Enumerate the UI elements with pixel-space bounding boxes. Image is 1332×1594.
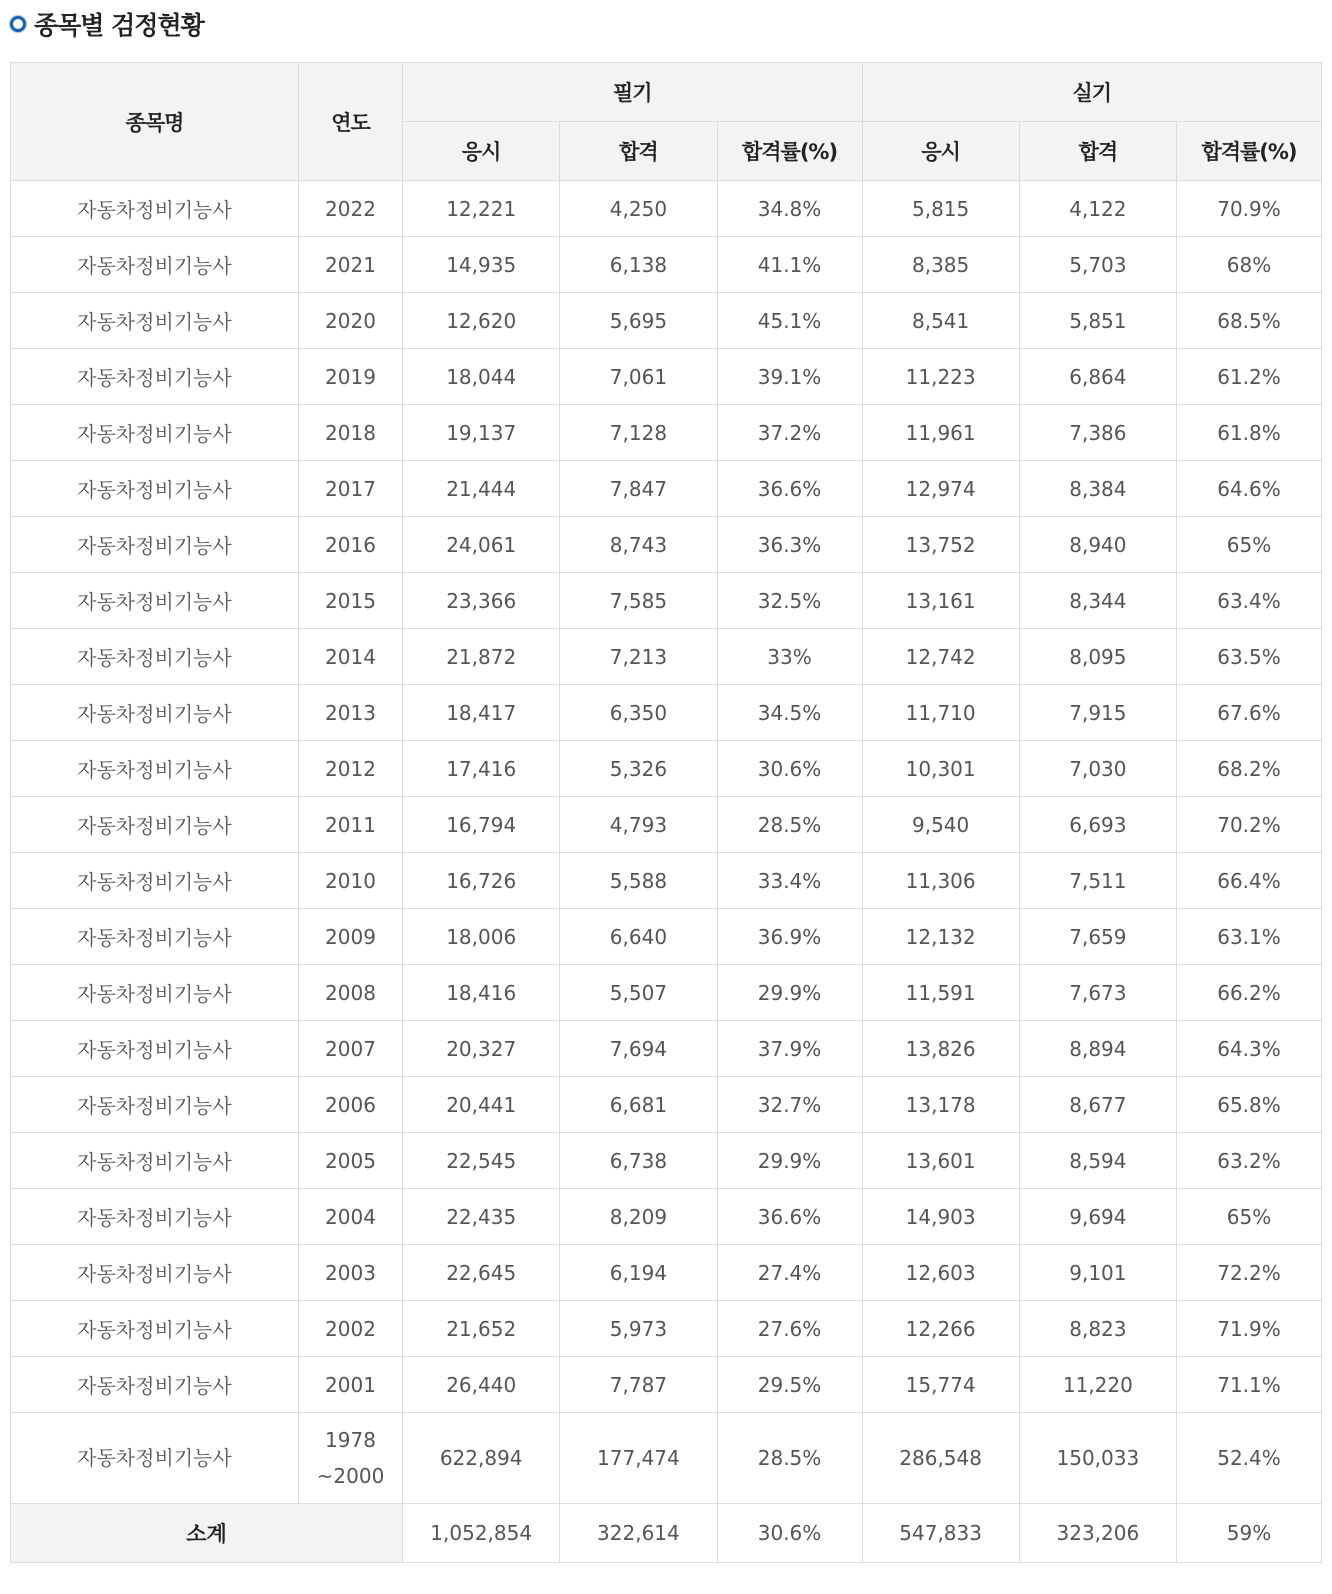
cell-written-rate: 32.5%: [717, 573, 862, 629]
cell-practical-pass: 8,940: [1019, 517, 1176, 573]
cell-written-rate: 28.5%: [717, 1413, 862, 1504]
header-written: 필기: [403, 63, 862, 122]
cell-written-pass: 5,507: [560, 965, 717, 1021]
cell-practical-pass: 7,915: [1019, 685, 1176, 741]
cell-practical-apply: 13,826: [862, 1021, 1019, 1077]
cell-year: 2012: [298, 741, 402, 797]
cell-year: 2002: [298, 1301, 402, 1357]
cell-practical-pass: 8,384: [1019, 461, 1176, 517]
cell-written-rate: 32.7%: [717, 1077, 862, 1133]
cell-practical-rate: 65%: [1176, 517, 1321, 573]
cell-written-apply: 21,652: [403, 1301, 560, 1357]
cell-written-apply: 26,440: [403, 1357, 560, 1413]
cell-practical-apply: 10,301: [862, 741, 1019, 797]
cell-written-apply: 14,935: [403, 237, 560, 293]
cell-written-rate: 28.5%: [717, 797, 862, 853]
table-row: [11, 293, 1322, 349]
table-row: [11, 1301, 1322, 1357]
cell-practical-pass: 7,030: [1019, 741, 1176, 797]
cell-practical-rate: 63.4%: [1176, 573, 1321, 629]
cell-practical-pass: 150,033: [1019, 1413, 1176, 1504]
cell-practical-rate: 71.9%: [1176, 1301, 1321, 1357]
cell-written-rate: 27.4%: [717, 1245, 862, 1301]
cell-written-pass: 6,681: [560, 1077, 717, 1133]
cell-practical-pass: 6,864: [1019, 349, 1176, 405]
cell-written-pass: 7,847: [560, 461, 717, 517]
table-row: [11, 517, 1322, 573]
header-practical-rate: 합격률(%): [1176, 122, 1321, 181]
cell-practical-pass: 9,101: [1019, 1245, 1176, 1301]
total-label: 소계: [11, 1504, 403, 1563]
cell-practical-pass: 8,823: [1019, 1301, 1176, 1357]
cell-practical-pass: 5,703: [1019, 237, 1176, 293]
total-written-pass: 322,614: [560, 1504, 717, 1563]
header-written-pass: 합격: [560, 122, 717, 181]
table-row: [11, 629, 1322, 685]
page-title: 종목별 검정현황: [34, 11, 204, 40]
cell-written-pass: 8,209: [560, 1189, 717, 1245]
cell-name: 자동차정비기능사: [11, 629, 299, 685]
cell-name: 자동차정비기능사: [11, 1077, 299, 1133]
table-row: [11, 685, 1322, 741]
cell-year: 2009: [298, 909, 402, 965]
cell-practical-pass: 8,344: [1019, 573, 1176, 629]
cell-written-apply: 22,545: [403, 1133, 560, 1189]
cell-written-pass: 7,585: [560, 573, 717, 629]
cell-year: 2013: [298, 685, 402, 741]
cell-written-rate: 33%: [717, 629, 862, 685]
cell-written-rate: 37.2%: [717, 405, 862, 461]
cell-written-rate: 45.1%: [717, 293, 862, 349]
table-row: [11, 461, 1322, 517]
cell-practical-rate: 64.6%: [1176, 461, 1321, 517]
header-written-rate: 합격률(%): [717, 122, 862, 181]
table-row: [11, 1357, 1322, 1413]
cell-written-rate: 29.9%: [717, 1133, 862, 1189]
table-row: [11, 1189, 1322, 1245]
cell-written-rate: 36.3%: [717, 517, 862, 573]
table-row: [11, 349, 1322, 405]
cell-practical-pass: 7,659: [1019, 909, 1176, 965]
cell-name: 자동차정비기능사: [11, 405, 299, 461]
section-header: [10, 6, 204, 42]
cell-practical-apply: 5,815: [862, 181, 1019, 237]
cell-name: 자동차정비기능사: [11, 349, 299, 405]
cell-written-pass: 5,695: [560, 293, 717, 349]
year-line: ~2000: [316, 1464, 385, 1488]
cell-name: 자동차정비기능사: [11, 293, 299, 349]
cell-year: 2006: [298, 1077, 402, 1133]
cell-year: 2017: [298, 461, 402, 517]
table-row: [11, 1133, 1322, 1189]
cell-year: 2014: [298, 629, 402, 685]
header-written-apply: 응시: [403, 122, 560, 181]
cell-practical-pass: 11,220: [1019, 1357, 1176, 1413]
cell-practical-apply: 286,548: [862, 1413, 1019, 1504]
cell-practical-pass: 5,851: [1019, 293, 1176, 349]
total-written-apply: 1,052,854: [403, 1504, 560, 1563]
total-practical-rate: 59%: [1176, 1504, 1321, 1563]
table-row: [11, 237, 1322, 293]
cell-practical-rate: 70.9%: [1176, 181, 1321, 237]
table-row: [11, 405, 1322, 461]
year-line: 1978: [325, 1428, 376, 1452]
cell-practical-rate: 72.2%: [1176, 1245, 1321, 1301]
cell-written-rate: 36.6%: [717, 1189, 862, 1245]
cell-name: 자동차정비기능사: [11, 1301, 299, 1357]
cell-practical-apply: 12,742: [862, 629, 1019, 685]
cell-written-pass: 177,474: [560, 1413, 717, 1504]
cell-practical-pass: 4,122: [1019, 181, 1176, 237]
cell-written-apply: 18,417: [403, 685, 560, 741]
table-row: [11, 853, 1322, 909]
total-written-rate: 30.6%: [717, 1504, 862, 1563]
cell-name: 자동차정비기능사: [11, 181, 299, 237]
cell-written-rate: 39.1%: [717, 349, 862, 405]
cell-practical-rate: 52.4%: [1176, 1413, 1321, 1504]
cell-year: 2022: [298, 181, 402, 237]
cell-year: 2004: [298, 1189, 402, 1245]
cell-written-apply: 12,620: [403, 293, 560, 349]
cell-written-rate: 29.9%: [717, 965, 862, 1021]
cell-written-pass: 8,743: [560, 517, 717, 573]
cell-practical-rate: 64.3%: [1176, 1021, 1321, 1077]
table-row: [11, 909, 1322, 965]
cell-year: 2011: [298, 797, 402, 853]
cell-practical-pass: 8,594: [1019, 1133, 1176, 1189]
cell-name: 자동차정비기능사: [11, 573, 299, 629]
cell-written-rate: 34.5%: [717, 685, 862, 741]
cell-written-pass: 5,326: [560, 741, 717, 797]
cell-practical-apply: 11,591: [862, 965, 1019, 1021]
cell-year: 2020: [298, 293, 402, 349]
cell-practical-apply: 11,961: [862, 405, 1019, 461]
cell-name: 자동차정비기능사: [11, 685, 299, 741]
cell-year: 2003: [298, 1245, 402, 1301]
cell-name: 자동차정비기능사: [11, 965, 299, 1021]
cell-written-rate: 34.8%: [717, 181, 862, 237]
table-row: [11, 1021, 1322, 1077]
exam-stats-table: [10, 62, 1322, 1563]
cell-practical-pass: 7,511: [1019, 853, 1176, 909]
cell-practical-apply: 13,161: [862, 573, 1019, 629]
cell-practical-apply: 14,903: [862, 1189, 1019, 1245]
cell-name: 자동차정비기능사: [11, 1357, 299, 1413]
cell-written-pass: 4,250: [560, 181, 717, 237]
cell-practical-apply: 13,601: [862, 1133, 1019, 1189]
cell-name: 자동차정비기능사: [11, 1189, 299, 1245]
cell-year: 2005: [298, 1133, 402, 1189]
cell-written-rate: 33.4%: [717, 853, 862, 909]
cell-name: 자동차정비기능사: [11, 237, 299, 293]
cell-practical-pass: 8,894: [1019, 1021, 1176, 1077]
cell-written-apply: 18,044: [403, 349, 560, 405]
cell-practical-rate: 63.2%: [1176, 1133, 1321, 1189]
cell-written-apply: 22,435: [403, 1189, 560, 1245]
cell-written-rate: 36.9%: [717, 909, 862, 965]
cell-written-apply: 17,416: [403, 741, 560, 797]
cell-year: 2007: [298, 1021, 402, 1077]
cell-name: 자동차정비기능사: [11, 517, 299, 573]
table-row: [11, 1413, 1322, 1504]
table-row: [11, 1077, 1322, 1133]
cell-practical-rate: 71.1%: [1176, 1357, 1321, 1413]
cell-written-apply: 23,366: [403, 573, 560, 629]
total-practical-apply: 547,833: [862, 1504, 1019, 1563]
cell-written-rate: 36.6%: [717, 461, 862, 517]
header-year: 연도: [298, 63, 402, 181]
cell-practical-rate: 68.5%: [1176, 293, 1321, 349]
cell-name: 자동차정비기능사: [11, 1413, 299, 1504]
cell-practical-rate: 61.2%: [1176, 349, 1321, 405]
table-row: [11, 181, 1322, 237]
cell-written-pass: 7,061: [560, 349, 717, 405]
cell-written-apply: 16,726: [403, 853, 560, 909]
cell-written-pass: 6,194: [560, 1245, 717, 1301]
cell-practical-pass: 8,095: [1019, 629, 1176, 685]
cell-written-apply: 21,444: [403, 461, 560, 517]
cell-written-rate: 27.6%: [717, 1301, 862, 1357]
cell-written-apply: 19,137: [403, 405, 560, 461]
cell-practical-pass: 7,386: [1019, 405, 1176, 461]
cell-name: 자동차정비기능사: [11, 853, 299, 909]
cell-year: 2018: [298, 405, 402, 461]
cell-practical-rate: 70.2%: [1176, 797, 1321, 853]
cell-practical-apply: 9,540: [862, 797, 1019, 853]
cell-practical-apply: 12,266: [862, 1301, 1019, 1357]
cell-written-apply: 24,061: [403, 517, 560, 573]
table-row: [11, 1245, 1322, 1301]
cell-practical-apply: 15,774: [862, 1357, 1019, 1413]
cell-written-pass: 5,588: [560, 853, 717, 909]
cell-practical-pass: 8,677: [1019, 1077, 1176, 1133]
cell-practical-pass: 6,693: [1019, 797, 1176, 853]
cell-practical-rate: 63.1%: [1176, 909, 1321, 965]
cell-practical-apply: 13,178: [862, 1077, 1019, 1133]
cell-practical-apply: 12,603: [862, 1245, 1019, 1301]
cell-practical-rate: 65.8%: [1176, 1077, 1321, 1133]
cell-practical-pass: 7,673: [1019, 965, 1176, 1021]
table-row: [11, 573, 1322, 629]
cell-practical-rate: 66.2%: [1176, 965, 1321, 1021]
cell-written-rate: 29.5%: [717, 1357, 862, 1413]
cell-written-pass: 6,138: [560, 237, 717, 293]
bullet-icon: [10, 16, 26, 32]
cell-practical-apply: 11,710: [862, 685, 1019, 741]
cell-name: 자동차정비기능사: [11, 1021, 299, 1077]
cell-year: 2019: [298, 349, 402, 405]
cell-written-rate: 37.9%: [717, 1021, 862, 1077]
cell-written-rate: 30.6%: [717, 741, 862, 797]
cell-written-pass: 6,640: [560, 909, 717, 965]
cell-practical-apply: 8,385: [862, 237, 1019, 293]
cell-practical-apply: 12,974: [862, 461, 1019, 517]
cell-name: 자동차정비기능사: [11, 909, 299, 965]
cell-year: 2010: [298, 853, 402, 909]
cell-year: 2015: [298, 573, 402, 629]
cell-name: 자동차정비기능사: [11, 1245, 299, 1301]
header-practical-apply: 응시: [862, 122, 1019, 181]
cell-written-apply: 16,794: [403, 797, 560, 853]
cell-name: 자동차정비기능사: [11, 741, 299, 797]
cell-written-pass: 7,787: [560, 1357, 717, 1413]
cell-written-apply: 12,221: [403, 181, 560, 237]
header-name: 종목명: [11, 63, 299, 181]
cell-year: 2021: [298, 237, 402, 293]
cell-practical-rate: 68%: [1176, 237, 1321, 293]
cell-year: [298, 1413, 402, 1504]
cell-written-apply: 622,894: [403, 1413, 560, 1504]
cell-written-apply: 18,416: [403, 965, 560, 1021]
cell-practical-rate: 61.8%: [1176, 405, 1321, 461]
cell-name: 자동차정비기능사: [11, 1133, 299, 1189]
header-practical: 실기: [862, 63, 1321, 122]
cell-practical-apply: 11,223: [862, 349, 1019, 405]
table-row: [11, 797, 1322, 853]
cell-written-apply: 20,441: [403, 1077, 560, 1133]
cell-practical-rate: 63.5%: [1176, 629, 1321, 685]
cell-practical-apply: 11,306: [862, 853, 1019, 909]
cell-written-pass: 4,793: [560, 797, 717, 853]
cell-practical-apply: 12,132: [862, 909, 1019, 965]
header-practical-pass: 합격: [1019, 122, 1176, 181]
cell-written-pass: 7,128: [560, 405, 717, 461]
cell-year: 2001: [298, 1357, 402, 1413]
total-row: [11, 1504, 1322, 1563]
cell-practical-apply: 8,541: [862, 293, 1019, 349]
cell-written-pass: 7,213: [560, 629, 717, 685]
cell-year: 2016: [298, 517, 402, 573]
cell-practical-rate: 65%: [1176, 1189, 1321, 1245]
cell-written-apply: 21,872: [403, 629, 560, 685]
cell-practical-rate: 67.6%: [1176, 685, 1321, 741]
total-practical-pass: 323,206: [1019, 1504, 1176, 1563]
cell-written-pass: 6,350: [560, 685, 717, 741]
cell-year: 2008: [298, 965, 402, 1021]
table-row: [11, 741, 1322, 797]
cell-written-pass: 6,738: [560, 1133, 717, 1189]
cell-written-apply: 20,327: [403, 1021, 560, 1077]
cell-written-apply: 22,645: [403, 1245, 560, 1301]
cell-practical-apply: 13,752: [862, 517, 1019, 573]
cell-written-apply: 18,006: [403, 909, 560, 965]
cell-practical-rate: 66.4%: [1176, 853, 1321, 909]
cell-written-pass: 5,973: [560, 1301, 717, 1357]
table-row: [11, 965, 1322, 1021]
cell-written-rate: 41.1%: [717, 237, 862, 293]
cell-practical-rate: 68.2%: [1176, 741, 1321, 797]
cell-written-pass: 7,694: [560, 1021, 717, 1077]
cell-practical-pass: 9,694: [1019, 1189, 1176, 1245]
cell-name: 자동차정비기능사: [11, 461, 299, 517]
cell-name: 자동차정비기능사: [11, 797, 299, 853]
